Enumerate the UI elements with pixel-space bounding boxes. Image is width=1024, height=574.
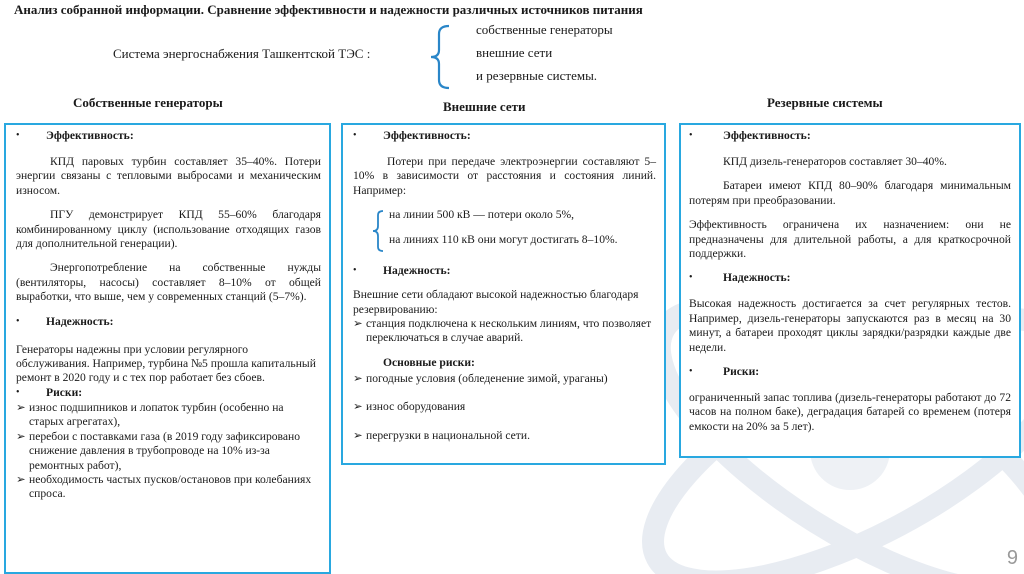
bullet: • [689,366,693,378]
efficiency-text: ПГУ демонстрирует КПД 55–60% благодаря комбинированному циклу (использование отходящих газов для дополнительной генерации). [16,208,321,251]
risks-text: ограниченный запас топлива (дизель-генераторы работают до 72 часов на полном баке), деградация батарей со временем (потеря емкости на 20% за 5 лет). [689,391,1011,433]
risk-item: ➢ перебои с поставками газа (в 2019 году зафиксировано снижение давления в трубопроводе на 10% из-за ремонтных работ), [16,429,301,472]
arrow-bullet-icon: ➢ [353,428,363,442]
risk-item: ➢ износ подшипников и лопаток турбин (особенно на старых агрегатах), [16,400,284,429]
bullet: • [16,315,20,327]
risks-heading: Основные риски: [383,355,475,369]
arrow-bullet-icon: ➢ [353,317,363,331]
reliability-text: Внешние сети обладают высокой надежностью благодаря резервированию: [353,288,639,316]
bullet: • [353,130,357,141]
risk-item: ➢ погодные условия (обледенение зимой, ураганы) [353,371,608,385]
efficiency-heading: Эффективность: [46,129,134,142]
efficiency-text: Потери при передаче электроэнергии составляют 5–10% в зависимости от расстояния и состояния линий. Например: [353,155,656,197]
efficiency-text: КПД дизель-генераторов составляет 30–40%. [723,155,947,168]
bullet: • [689,130,693,141]
bullet: • [689,272,693,284]
risk-item: ➢ износ оборудования [353,400,466,414]
page-number: 9 [1006,547,1018,569]
source-item: собственные генераторы [476,22,613,37]
reliability-heading: Надежность: [383,264,451,278]
arrow-bullet-icon: ➢ [353,400,363,414]
heading-own-generators: Собственные генераторы [73,95,223,110]
risks-heading: Риски: [723,365,760,379]
source-item: внешние сети [476,45,553,60]
efficiency-heading: Эффективность: [723,129,811,142]
heading-reserve-systems: Резервные системы [767,95,883,110]
loss-example: на линиях 110 кВ они могут достигать 8–10%. [389,232,618,246]
loss-example: на линии 500 кВ — потери около 5%, [389,208,575,222]
heading-external-grid: Внешние сети [443,99,526,114]
reliability-heading: Надежность: [46,314,114,328]
sources-list [476,18,613,87]
efficiency-text: Эффективность ограничена их назначением: они не предназначены для длительной работы, а для краткосрочной поддержки. [689,218,1011,261]
risk-item: ➢ необходимость частых пусков/остановов при колебаниях спроса. [16,472,312,501]
arrow-bullet-icon: ➢ [16,472,26,486]
efficiency-text: Энергопотребление на собственные нужды (вентиляторы, насосы) составляет 8–10% от общей выработки, что выше, чем у современных станций (5–7%). [16,261,321,304]
reliability-heading: Надежность: [723,271,791,285]
arrow-bullet-icon: ➢ [353,371,363,385]
own-generators-box [4,123,331,574]
external-grid-box [341,123,666,465]
bullet: • [353,265,357,277]
left-brace-icon [425,24,455,90]
source-item: и резервные системы. [476,68,598,83]
small-brace-icon [371,210,385,252]
system-label: Система энергоснабжения Ташкентской ТЭС : [113,46,371,61]
bullet: • [16,386,20,398]
bullet: • [16,130,20,141]
reliability-item: ➢ станция подключена к нескольким линиям, что позволяет переключаться в случае аварий. [353,317,652,345]
efficiency-text: Батареи имеют КПД 80–90% благодаря минимальным потерям при преобразовании. [689,179,1011,207]
page-title: Анализ собранной информации. Сравнение эффективности и надежности различных источников питания [14,2,643,17]
reliability-text: Высокая надежность достигается за счет регулярных тестов. Например, дизель-генераторы запускаются раз в месяц на 30 минут, а батареи проходят циклы зарядки/разрядки каждые две недели. [689,297,1011,354]
arrow-bullet-icon: ➢ [16,429,26,443]
arrow-bullet-icon: ➢ [16,400,26,414]
risks-heading: Риски: [46,385,83,399]
reliability-text: Генераторы надежны при условии регулярного обслуживания. Например, турбина №5 прошла капитальный ремонт в 2020 году и с тех пор работает без сбоев. [16,342,316,385]
efficiency-heading: Эффективность: [383,129,471,142]
reserve-systems-box [679,123,1021,458]
efficiency-text: КПД паровых турбин составляет 35–40%. Потери энергии связаны с тепловыми выбросами и механическим износом. [16,155,321,197]
risk-item: ➢ перегрузки в национальной сети. [353,428,530,442]
